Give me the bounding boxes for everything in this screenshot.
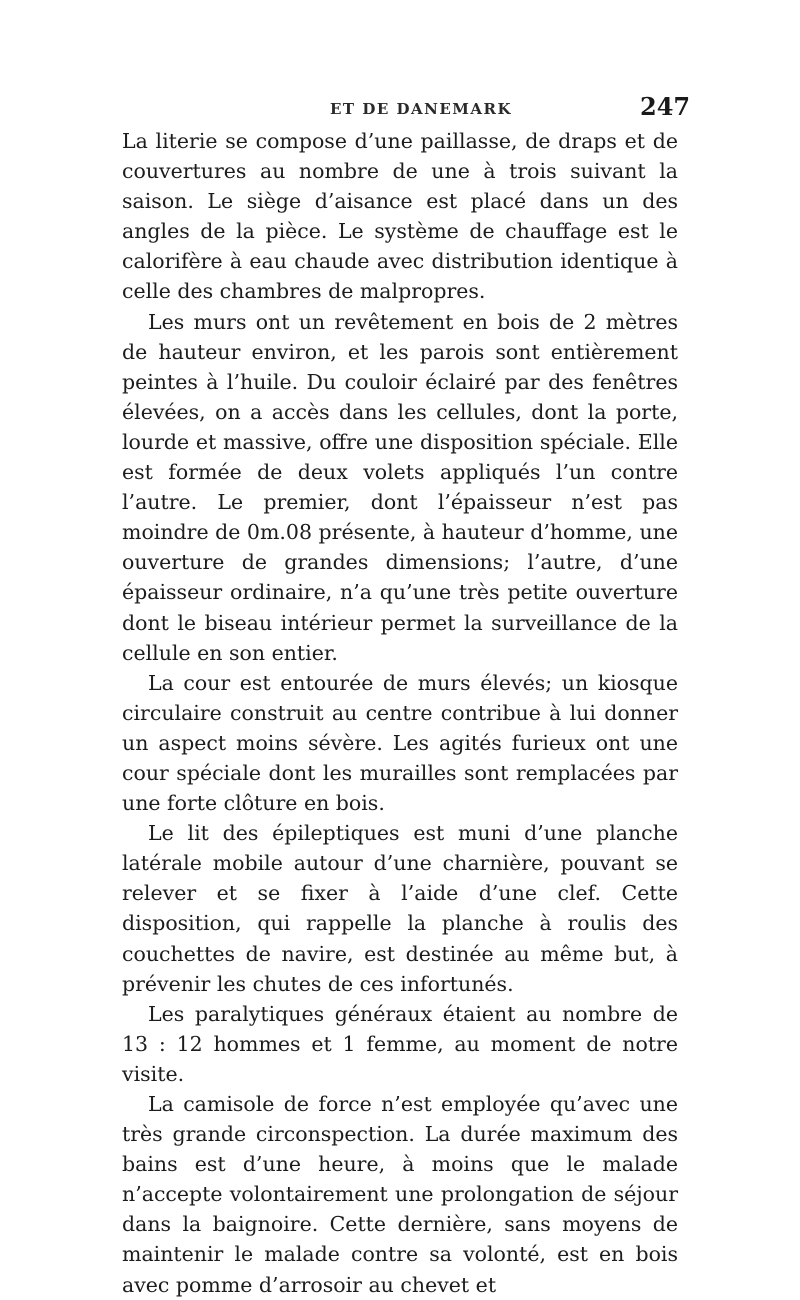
body-text	[122, 126, 678, 1300]
paragraph-camisole: La camisole de force n’est employée qu’avec une très grande circonspection. La durée maximum des bains est d’une heure, à moins que le malade n’accepte volontairement une prolongation de séjour dans la baignoire. Cette dernière, sans moyens de maintenir le malade contre sa volonté, est en bois avec pomme d’arrosoir au chevet et	[122, 1092, 678, 1297]
paragraph-paralytiques: Les paralytiques généraux étaient au nombre de 13 : 12 hommes et 1 femme, au moment de notre visite.	[122, 1001, 678, 1086]
running-title: ET DE DANEMARK	[330, 100, 513, 118]
paragraph-literie: La literie se compose d’une paillasse, de draps et de couvertures au nombre de une à trois suivant la saison. Le siège d’aisance est placé dans un des angles de la pièce. Le système de chauffage est le calorifère à eau chaude avec distribution identique à celle des chambres de malpropres.	[122, 129, 678, 304]
paragraph-cour: La cour est entourée de murs élevés; un kiosque circulaire construit au centre contribue à lui donner un aspect moins sévère. Les agités furieux ont une cour spéciale dont les murailles sont remplacées par une forte clôture en bois.	[122, 670, 678, 816]
running-head	[0, 92, 800, 124]
paragraph-epileptiques: Le lit des épileptiques est muni d’une planche latérale mobile autour d’une charnière, pouvant se relever et se fixer à l’aide d’une clef. Cette disposition, qui rappelle la planche à roulis des couchettes de navire, est destinée au même but, à prévenir les chutes de ces infortunés.	[122, 821, 678, 996]
paragraph-murs: Les murs ont un revêtement en bois de 2 mètres de hauteur environ, et les parois sont entièrement peintes à l’huile. Du couloir éclairé par des fenêtres élevées, on a accès dans les cellules, dont la porte, lourde et massive, offre une disposition spéciale. Elle est formée de deux volets appliqués l’un contre l’autre. Le premier, dont l’épaisseur n’est pas moindre de 0m.08 présente, à hauteur d’homme, une ouverture de grandes dimensions; l’autre, d’une épaisseur ordinaire, n’a qu’une très petite ouverture dont le biseau intérieur permet la surveillance de la cellule en son entier.	[122, 309, 678, 665]
page-number: 247	[640, 92, 691, 121]
